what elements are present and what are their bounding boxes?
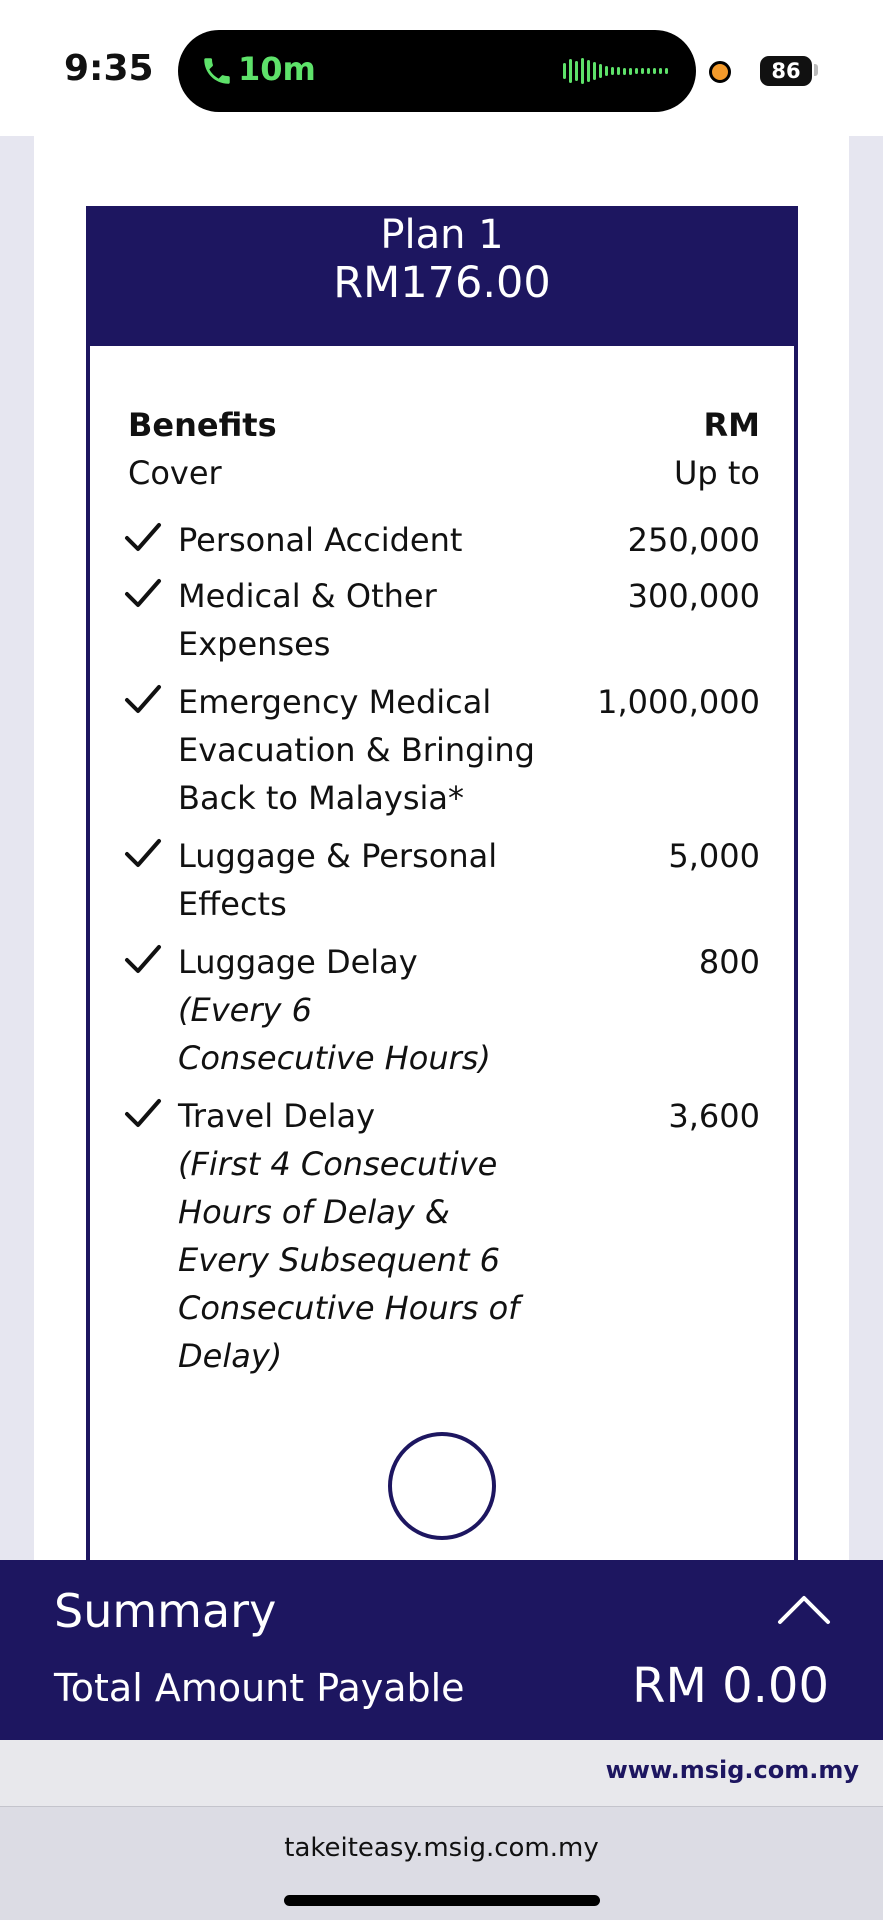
check-icon [124,1096,162,1130]
benefits-heading: Benefits [128,406,277,444]
privacy-indicator-icon [709,61,731,83]
plan-select-radio[interactable] [388,1432,496,1540]
site-link[interactable]: www.msig.com.my [605,1756,859,1784]
left-gutter [0,136,34,1560]
check-icon [124,836,162,870]
url-text[interactable]: takeiteasy.msig.com.my [284,1833,599,1863]
status-bar [0,0,883,136]
benefit-amount: 300,000 [627,577,760,615]
browser-url-bar[interactable] [0,1806,883,1920]
benefit-name: Emergency Medical Evacuation & Bringing Back to Malaysia* [178,683,535,817]
benefit-name: Luggage Delay [178,943,418,981]
phone-icon [200,53,234,89]
audio-waveform-icon [563,58,668,84]
benefit-amount: 3,600 [668,1097,760,1135]
benefit-note: (Every 6 Consecutive Hours) [178,991,491,1077]
benefit-amount: 800 [698,943,760,981]
chevron-up-icon[interactable] [776,1592,832,1626]
summary-title: Summary [54,1584,277,1638]
status-time: 9:35 [64,48,154,89]
benefit-name: Personal Accident [178,521,463,559]
benefit-row [124,678,760,822]
battery-icon: 86 [760,56,812,86]
benefit-name: Luggage & Personal Effects [178,837,498,923]
benefit-amount: 1,000,000 [597,683,760,721]
benefit-amount: 5,000 [668,837,760,875]
site-footer [0,1740,883,1806]
plan-card[interactable] [86,206,798,1560]
plan-price: RM176.00 [333,258,551,308]
benefit-row [124,572,760,668]
total-amount-value: RM 0.00 [632,1658,829,1714]
check-icon [124,682,162,716]
dynamic-island[interactable] [178,30,696,112]
battery-cap [814,64,818,76]
right-gutter [849,136,883,1560]
benefit-row [124,938,760,1082]
benefit-row [124,832,760,928]
benefit-name: Travel Delay [178,1097,376,1135]
call-duration: 10m [238,50,316,88]
benefit-amount: 250,000 [627,521,760,559]
benefit-note: (First 4 Consecutive Hours of Delay & Every Subsequent 6 Consecutive Hours of Delay) [178,1145,520,1375]
currency-heading: RM [703,406,760,444]
check-icon [124,576,162,610]
benefit-row [124,516,760,564]
summary-bar[interactable] [0,1560,883,1740]
plan-header [86,206,798,346]
benefit-row [124,1092,760,1380]
cover-heading: Cover [128,454,222,492]
benefit-name: Medical & Other Expenses [178,577,437,663]
total-amount-label: Total Amount Payable [54,1666,465,1710]
check-icon [124,520,162,554]
check-icon [124,942,162,976]
up-to-heading: Up to [673,454,760,492]
home-indicator[interactable] [284,1895,600,1906]
plan-name: Plan 1 [380,212,504,258]
